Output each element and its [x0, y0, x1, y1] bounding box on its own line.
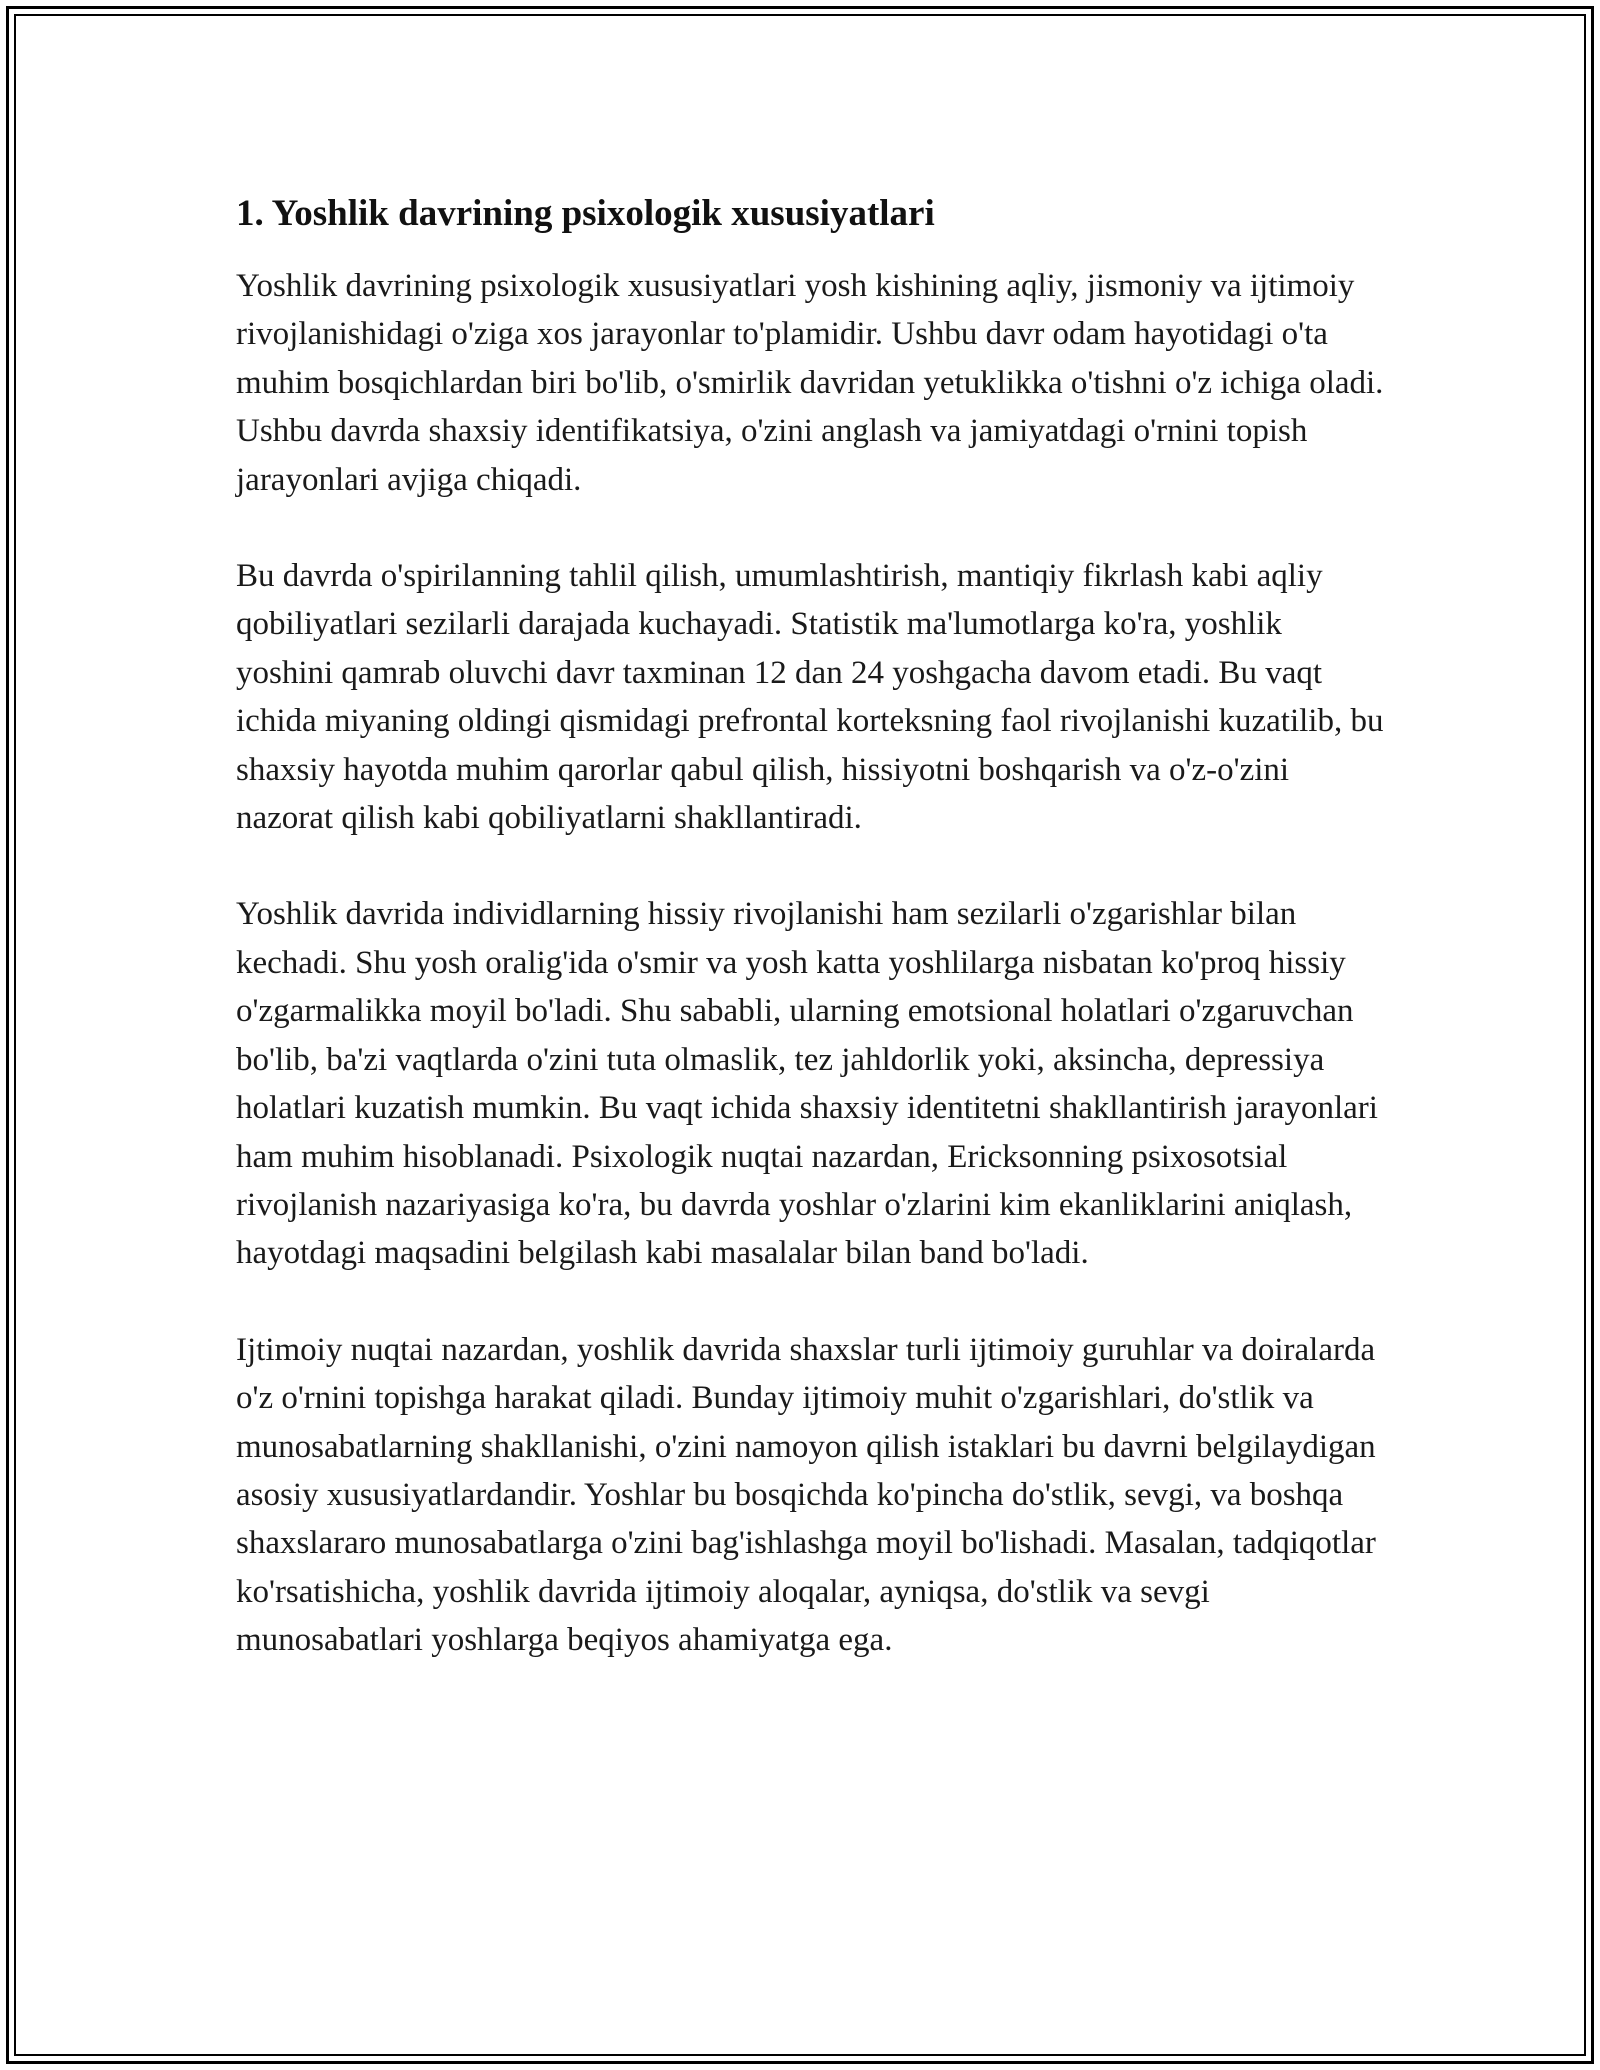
paragraph-intro: Yoshlik davrining psixologik xususiyatlari yosh kishining aqliy, jismoniy va ijtimoiy rivojlanishidagi o'ziga xos jarayonlar to'plamidir. Ushbu davr odam hayotidagi o'ta muhim bosqichlardan biri bo'lib, o'smirlik davridan yetuklikka o'tishni o'z ichiga oladi. Ushbu davrda shaxsiy identifikatsiya, o'zini anglash va jamiyatdagi o'rnini topish jarayonlari avjiga chiqadi. — [236, 268, 1384, 498]
section-heading: 1. Yoshlik davrining psixologik xususiyatlari — [236, 193, 935, 234]
paragraph-cognitive: Bu davrda o'spirilanning tahlil qilish, umumlashtirish, mantiqiy fikrlash kabi aqliy qobiliyatlari sezilarli darajada kuchayadi. Statistik ma'lumotlarga ko'ra, yoshlik yoshini qamrab oluvchi davr taxminan 12 dan 24 yoshgacha davom etadi. Bu vaqt ichida miyaning oldingi qismidagi prefrontal korteksning faol rivojlanishi kuzatilib, bu shaxsiy hayotda muhim qarorlar qabul qilish, hissiyotni boshqarish va o'z-o'zini nazorat qilish kabi qobiliyatlarni shakllantiradi. — [236, 558, 1384, 837]
document-body — [236, 188, 1386, 1713]
paragraph-social: Ijtimoiy nuqtai nazardan, yoshlik davrida shaxslar turli ijtimoiy guruhlar va doiralarda o'z o'rnini topishga harakat qiladi. Bunday ijtimoiy muhit o'zgarishlari, do'stlik va munosabatlarning shakllanishi, o'zini namoyon qilish istaklari bu davrni belgilaydigan asosiy xususiyatlardandir. Yoshlar bu bosqichda ko'pincha do'stlik, sevgi, va boshqa shaxslararo munosabatlarga o'zini bag'ishlashga moyil bo'lishadi. Masalan, tadqiqotlar ko'rsatishicha, yoshlik davrida ijtimoiy aloqalar, ayniqsa, do'stlik va sevgi munosabatlari yoshlarga beqiyos ahamiyatga ega. — [236, 1331, 1376, 1659]
paragraph-emotional: Yoshlik davrida individlarning hissiy rivojlanishi ham sezilarli o'zgarishlar bilan kechadi. Shu yosh oralig'ida o'smir va yosh katta yoshlilarga nisbatan ko'proq hissiy o'zgarmalikka moyil bo'ladi. Shu sababli, ularning emotsional holatlari o'zgaruvchan bo'lib, ba'zi vaqtlarda o'zini tuta olmaslik, tez jahldorlik yoki, aksincha, depressiya holatlari kuzatish mumkin. Bu vaqt ichida shaxsiy identitetni shakllantirish jarayonlari ham muhim hisoblanadi. Psixologik nuqtai nazardan, Ericksonning psixosotsial rivojlanish nazariyasiga ko'ra, bu davrda yoshlar o'zlarini kim ekanliklarini aniqlash, hayotdagi maqsadini belgilash kabi masalalar bilan band bo'ladi. — [236, 896, 1378, 1272]
